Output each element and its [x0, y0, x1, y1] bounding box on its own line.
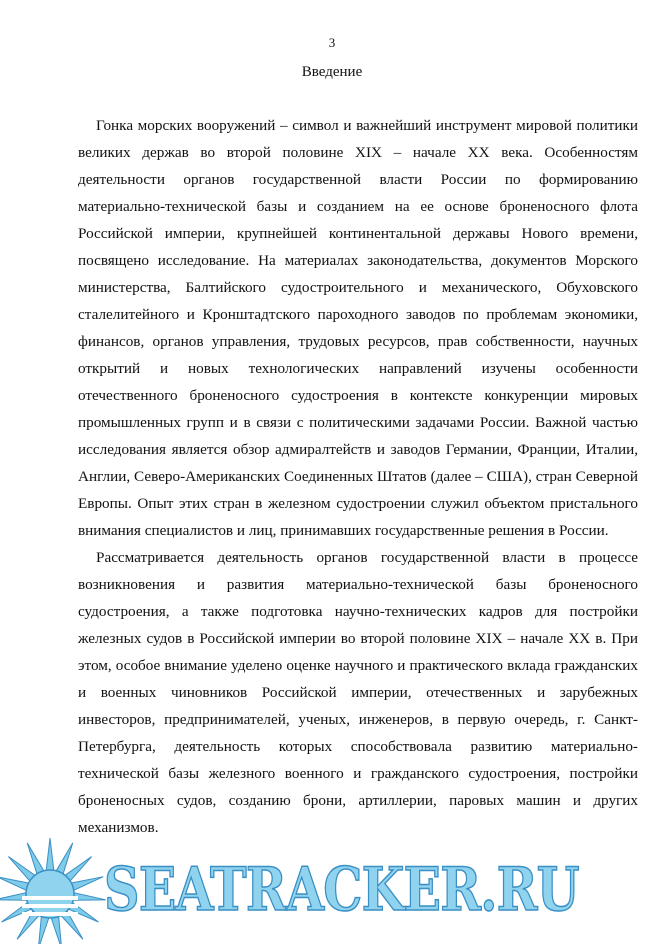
paragraph-1: Гонка морских вооружений – символ и важнейший инструмент мировой политики великих держав во второй половине XIX – начале XX века. Особенностям деятельности органов государственной власти России по формированию материально-технической базы и созданием на ее основе броненосного флота Российской империи, крупнейшей континентальной державы Нового времени, посвящено исследование. На материалах законодательства, документов Морского министерства, Балтийского судостроительного и механического, Обуховского сталелитейного и Кронштадтского пароходного заводов по проблемам экономики, финансов, органов управления, трудовых ресурсов, прав собственности, научных открытий и новых технологических направлений изучены особенности отечественного броненосного судостроения в контексте конкуренции мировых промышленных групп и в связи с политическими задачами России. Важной частью исследования является обзор адмиралтейств и заводов Германии, Франции, Италии, Англии, Северо-Американских Соединенных Штатов (далее – США), стран Северной Европы. Опыт этих стран в железном судостроении служил объектом пристального внимания специалистов и лиц, принимавших государственные решения в России. [78, 117, 638, 539]
watermark [0, 832, 664, 944]
page-title: Введение [301, 64, 363, 80]
page-number: 3 [328, 35, 336, 50]
body-text [78, 112, 638, 841]
paragraph-2: Рассматривается деятельность органов государственной власти в процессе возникновения и развития материально-технической базы броненосного судостроения, а также подготовка научно-технических кадров для постройки железных судов в Российской империи во второй половине XIX – начале XX в. При этом, особое внимание уделено оценке научного и практического вклада гражданских и военных чиновников Российской империи, отечественных и зарубежных инвесторов, предпринимателей, ученых, инженеров, в первую очередь, г. Санкт-Петербурга, деятельность которых способствовала развитию материально-технической базы железного военного и гражданского судостроения, постройки броненосных судов, созданию брони, артиллерии, паровых машин и других механизмов. [78, 549, 638, 836]
sun-burst-icon [0, 832, 110, 944]
watermark-text: SEATRACKER.RU [104, 855, 579, 925]
